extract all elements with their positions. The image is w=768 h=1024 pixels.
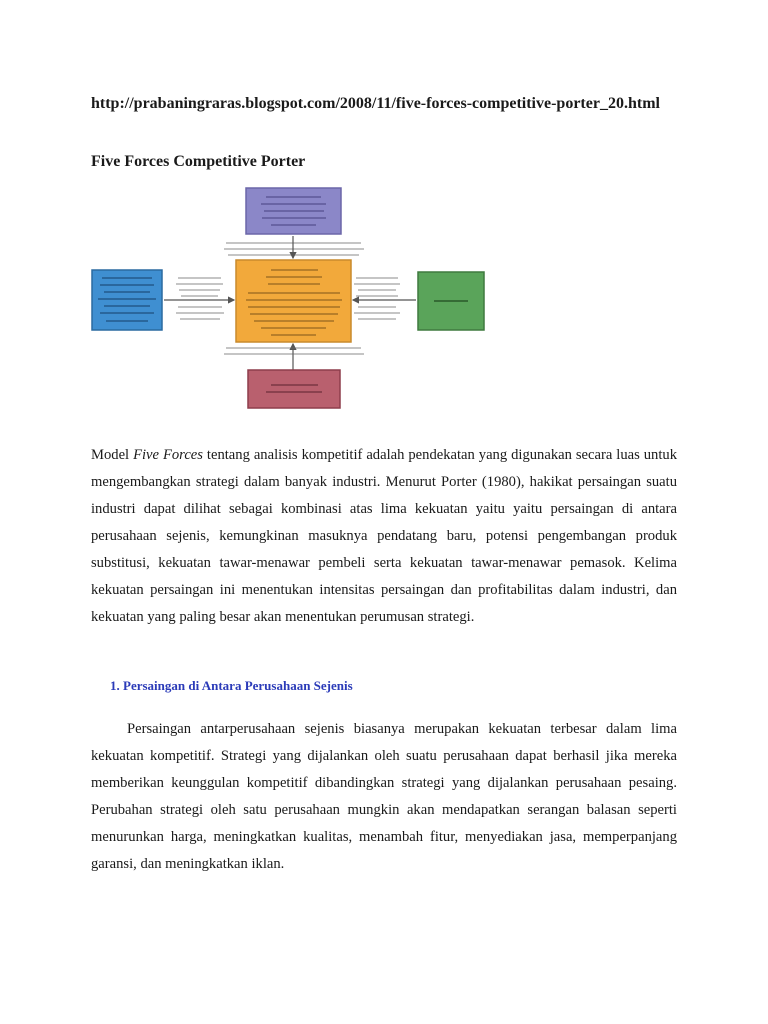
intro-lead: Model [91, 447, 134, 463]
entrants-box [248, 370, 340, 408]
five-forces-diagram [86, 180, 496, 415]
document-title: Five Forces Competitive Porter [91, 153, 306, 170]
section-paragraph: Persaingan antarperusahaan sejenis biasanya merupakan kekuatan terbesar dalam lima kekuatan kompetitif. Strategi yang dijalankan oleh suatu perusahaan dapat berhasil jika mereka memberikan keunggulan kompetitif dibandingkan strategi yang dijalankan perusahaan pesaing. Perubahan strategi oleh satu perusahaan mungkin akan mendapatkan serangan balasan seperti menurunkan harga, meningkatkan kualitas, menambah fitur, menyediakan jasa, memperpanjang garansi, dan meningkatkan iklan. [91, 721, 677, 872]
intro-paragraph [91, 442, 677, 631]
section-heading: 1. Persaingan di Antara Perusahaan Sejenis [110, 678, 353, 693]
source-url[interactable]: http://prabaningraras.blogspot.com/2008/11/five-forces-competitive-porter_20.html [91, 95, 660, 112]
rivalry-box [236, 260, 351, 342]
intro-body: tentang analisis kompetitif adalah pendekatan yang digunakan secara luas untuk mengembangkan strategi dalam banyak industri. Menurut Porter (1980), hakikat persaingan suatu industri dapat dilihat sebagai kombinasi atas lima kekuatan yaitu yaitu persaingan di antara perusahaan sejenis, kemungkinan masuknya pendatang baru, potensi pengembangan produk substitusi, kekuatan tawar-menawar pembeli serta kekuatan tawar-menawar pemasok. Kelima kekuatan persaingan ini menentukan intensitas persaingan dan profitabilitas dalam industri, dan kekuatan yang paling besar akan menentukan perumusan strategi. [91, 447, 677, 625]
intro-emphasis: Five Forces [133, 447, 203, 463]
